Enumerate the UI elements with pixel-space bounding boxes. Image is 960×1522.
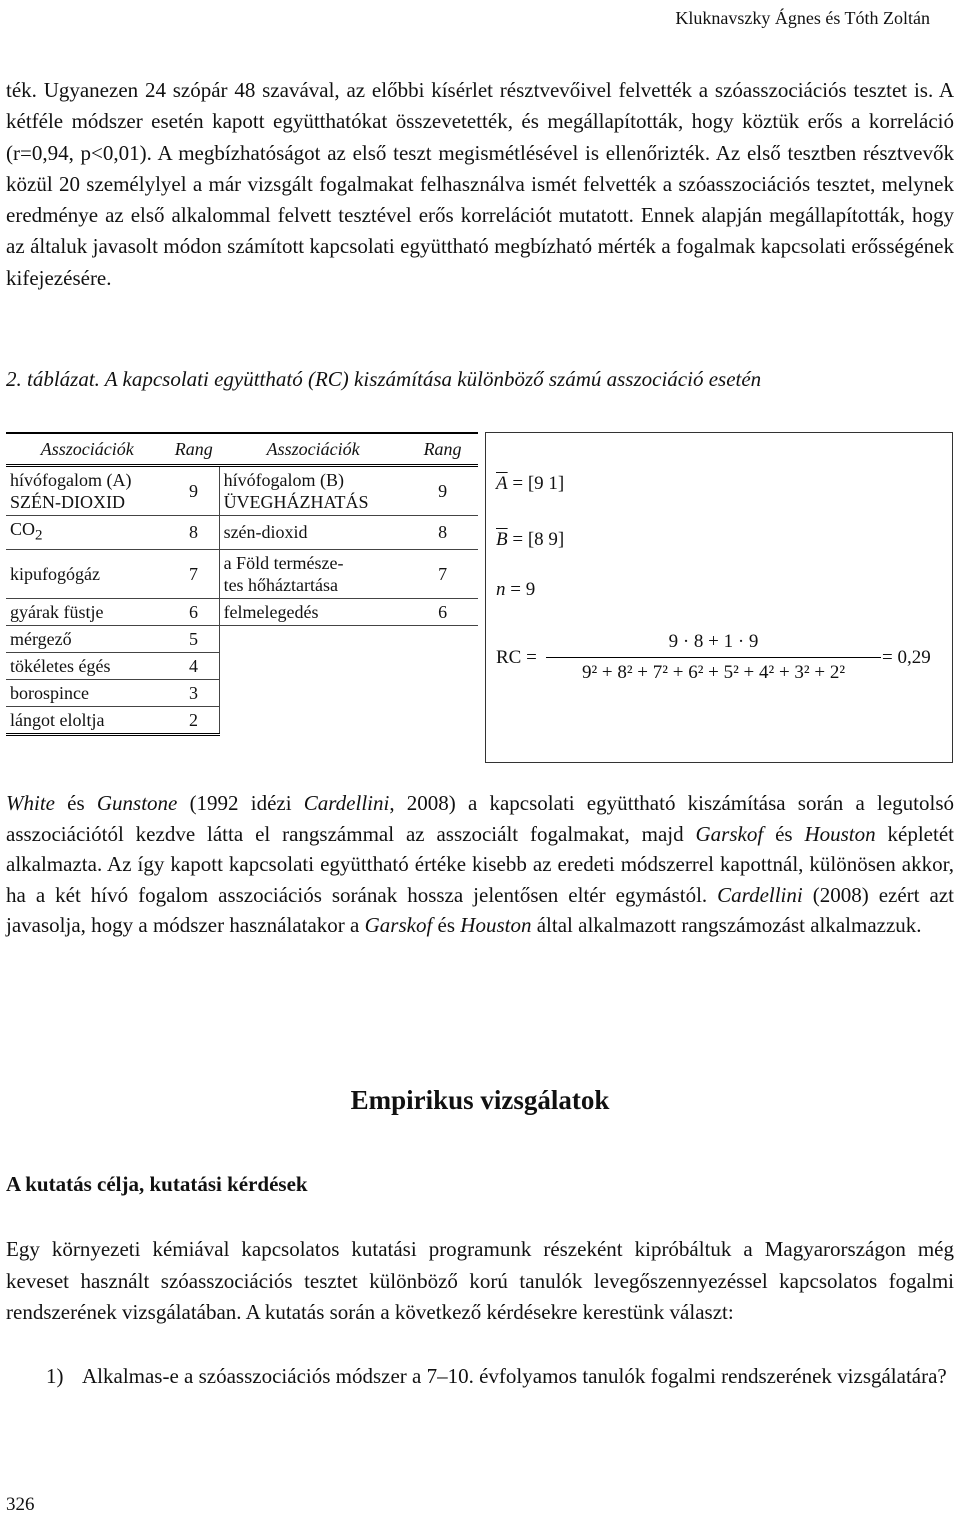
cell-rank-a: 2 (169, 706, 220, 734)
rc-result: = 0,29 (882, 647, 931, 668)
body-paragraph-2 (6, 788, 954, 941)
section-heading: Empirikus vizsgálatok (350, 1085, 610, 1115)
n-line (496, 579, 535, 601)
cell-text: SZÉN-DIOXID (10, 492, 125, 512)
table-caption-number: 2. táblázat. (6, 367, 100, 391)
table-header-row (6, 433, 478, 466)
cell-empty (407, 706, 478, 734)
cell-rank-b: 7 (407, 549, 478, 598)
author-name: Garskof (364, 913, 433, 937)
cell-assoc-b: felmelegedés (219, 598, 407, 625)
header-associations-b: Asszociációk (219, 433, 407, 466)
author-name: Gunstone (96, 791, 178, 815)
cell-empty (407, 652, 478, 679)
cell-assoc-a: borospince (6, 679, 169, 706)
cell-empty (407, 679, 478, 706)
table-row (6, 625, 478, 652)
cell-subscript: 2 (35, 527, 43, 544)
table-caption-text: A kapcsolati együttható (RC) kiszámítása különböző számú asszociáció esetén (99, 367, 762, 391)
subsection-heading: A kutatás célja, kutatási kérdések (6, 1172, 308, 1196)
cell-text: CO (10, 519, 36, 539)
table-row (6, 652, 478, 679)
research-questions-list (6, 1361, 954, 1393)
running-header: Kluknavszky Ágnes és Tóth Zoltán (675, 8, 930, 28)
cell-empty (219, 625, 407, 652)
author-name: White (6, 791, 55, 815)
text-run: és (432, 913, 461, 937)
cell-assoc-a: gyárak füstje (6, 598, 169, 625)
text-run: által alkalmazott rangszámozást alkalmazzuk. (531, 913, 922, 937)
cell-assoc-a: lángot eloltja (6, 706, 169, 734)
text-run: , 2008) a kapcsolati együttható kiszámítása során a legutolsó asszociációtól kezdve látta el rangszámmal az asszociált fogalmakat, majd (6, 791, 954, 846)
cell-text: hívófogalom (A) (10, 470, 132, 490)
cell-rank-b: 9 (407, 466, 478, 516)
table-row (6, 679, 478, 706)
association-rank-table (6, 432, 478, 736)
author-name: Houston (460, 913, 532, 937)
cell-rank-b: 8 (407, 516, 478, 550)
n-value: = 9 (505, 579, 536, 600)
vector-b-value: = [8 9] (507, 529, 565, 550)
cell-assoc-a (6, 516, 169, 550)
cell-text: ÜVEGHÁZHATÁS (223, 492, 369, 512)
table-row (6, 598, 478, 625)
cell-rank-a: 9 (169, 466, 220, 516)
cell-assoc-a: kipufogógáz (6, 549, 169, 598)
page-number: 326 (6, 1494, 35, 1515)
cell-assoc-a: mérgező (6, 625, 169, 652)
list-item-text: Alkalmas-e a szóasszociációs módszer a 7–10. évfolyamos tanulók fogalmi rendszerének vizsgálatára? (82, 1364, 947, 1388)
body-paragraph-1: ték. Ugyanezen 24 szópár 48 szavával, az előbbi kísérlet résztvevőivel felvették a szóasszociációs tesztet is. A kétféle módszer esetén kapott együtthatókat összevetették, és megállapították, hogy köztük erős a korreláció (r=0,94, p<0,01). A megbízhatóságot az első teszt megismétlésével is ellenőrizték. Az első tesztben résztvevők közül 20 személylyel a már vizsgált fogalmakat felhasználva ismét felvették a szóasszociációs tesztet, melynek eredménye az első alkalommal felvett tesztével erős korrelációt mutatott. Ennek alapján megállapították, hogy az általuk javasolt módon számított kapcsolati együttható megbízható mérték a fogalmak kapcsolati erősségének kifejezésére. (6, 78, 954, 290)
n-symbol: n (496, 579, 506, 600)
cell-empty (407, 625, 478, 652)
rc-denominator: 9² + 8² + 7² + 6² + 5² + 4² + 3² + 2² (581, 662, 846, 683)
vector-a-line (496, 473, 564, 495)
vector-a-symbol: $\overline{A}$ (496, 473, 508, 494)
cell-empty (219, 706, 407, 734)
header-rank-a: Rang (169, 433, 220, 466)
author-name: Garskof (695, 821, 764, 846)
cell-text: tes hőháztartása (223, 574, 339, 595)
cell-rank-a: 7 (169, 549, 220, 598)
cell-rank-a: 4 (169, 652, 220, 679)
table-row (6, 516, 478, 550)
vector-b-line (496, 529, 564, 551)
header-associations-a: Asszociációk (6, 433, 169, 466)
vector-a-value: = [9 1] (507, 473, 565, 494)
body-paragraph-3: Egy környezeti kémiával kapcsolatos kutatási programunk részeként kipróbáltuk a Magyarországon még keveset használt szóasszociációs tesztet különböző korú tanulók levegőszennyezéssel kapcsolatos fogalmi rendszerének vizsgálatában. A kutatás során a következő kérdésekre kerestünk választ: (6, 1237, 954, 1324)
cell-rank-a: 8 (169, 516, 220, 550)
text-run: képletét alkalmazta. Az így kapott kapcsolati együttható értéke kisebb az eredeti módszerrel kapottnál, különösen akkor, ha a két hívó fogalom asszociációs sorának hossza jelentősen eltér egymástól. (6, 821, 954, 907)
author-name: Cardellini (717, 882, 803, 907)
rc-numerator: 9 · 8 + 1 · 9 (668, 631, 759, 652)
cell-assoc-a (6, 466, 169, 516)
cell-assoc-a: tökéletes égés (6, 652, 169, 679)
cell-rank-a: 3 (169, 679, 220, 706)
table-row (6, 549, 478, 598)
table-row (6, 466, 478, 516)
cell-assoc-b: szén-dioxid (219, 516, 407, 550)
cell-assoc-b (219, 549, 407, 598)
table-caption (6, 367, 954, 392)
cell-assoc-b (219, 466, 407, 516)
cell-text: hívófogalom (B) (223, 470, 345, 490)
cell-rank-a: 5 (169, 625, 220, 652)
cell-rank-b: 6 (407, 598, 478, 625)
fraction-bar (546, 657, 881, 658)
rc-fraction (546, 631, 881, 684)
cell-text: a Föld természe- (223, 552, 344, 573)
cell-empty (219, 652, 407, 679)
text-run: és (54, 791, 97, 815)
cell-empty (219, 679, 407, 706)
vector-b-symbol: $\overline{B}$ (496, 529, 508, 550)
rc-label: RC = (496, 647, 537, 668)
text-run: (1992 idézi (177, 791, 304, 815)
author-name: Cardellini (303, 791, 390, 815)
header-rank-b: Rang (407, 433, 478, 466)
cell-rank-a: 6 (169, 598, 220, 625)
author-name: Houston (804, 821, 876, 846)
list-item (6, 1361, 954, 1393)
text-run: (2008) ezért azt javasolja, hogy a módszer használatakor a (6, 882, 954, 937)
list-item-number: 1) (46, 1364, 64, 1388)
text-run: és (763, 821, 805, 846)
table-row (6, 706, 478, 734)
rc-formula-box (485, 432, 953, 763)
